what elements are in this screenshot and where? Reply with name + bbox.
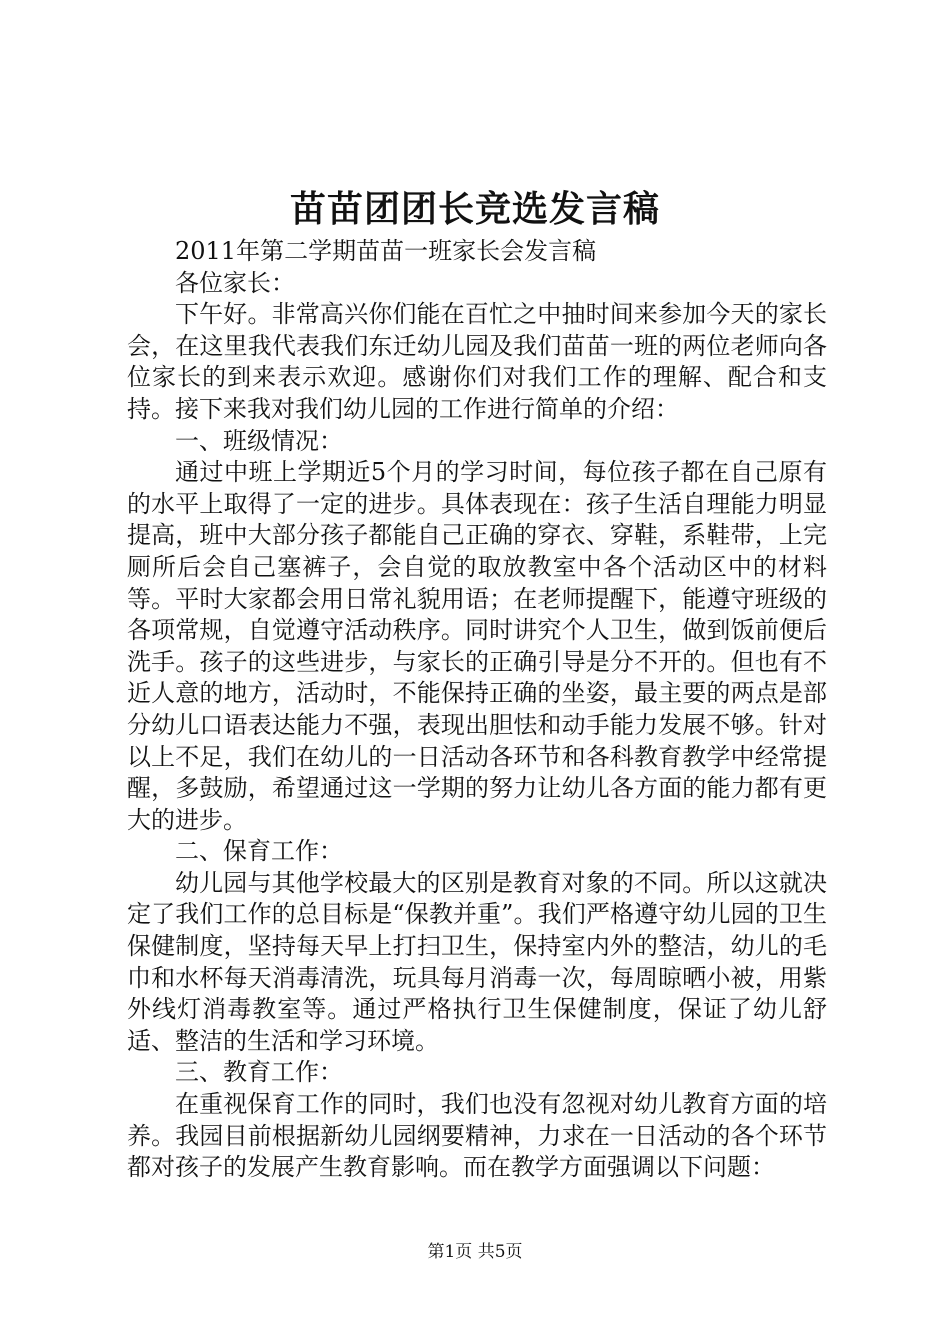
paragraph-salutation: 各位家长：	[175, 268, 295, 297]
document-title: 苗苗团团长竞选发言稿	[289, 188, 660, 230]
page-footer: 第1页 共5页	[427, 1242, 523, 1262]
document-body	[127, 236, 827, 1184]
section-heading-care-work: 二、保育工作：	[175, 837, 343, 866]
section-heading-class-situation: 一、班级情况：	[175, 426, 343, 455]
paragraph-subtitle: 2011年第二学期苗苗一班家长会发言稿	[175, 237, 597, 265]
paragraph-care-work: 幼儿园与其他学校最大的区别是教育对象的不同。所以这就决定了我们工作的总目标是“保教并重”。我们严格遵守幼儿园的卫生保健制度，坚持每天早上打扫卫生，保持室内外的整洁，幼儿的毛巾和水杯每天消毒清洗，玩具每月消毒一次，每周晾晒小被，用紫外线灯消毒教室等。通过严格执行卫生保健制度，保证了幼儿舒适、整洁的生活和学习环境。	[127, 868, 827, 1055]
paragraph-intro: 下午好。非常高兴你们能在百忙之中抽时间来参加今天的家长会，在这里我代表我们东迁幼儿园及我们苗苗一班的两位老师向各位家长的到来表示欢迎。感谢你们对我们工作的理解、配合和支持。接下来我对我们幼儿园的工作进行简单的介绍：	[127, 300, 827, 423]
section-heading-education-work: 三、教育工作：	[175, 1058, 343, 1087]
paragraph-class-situation: 通过中班上学期近5个月的学习时间，每位孩子都在自己原有的水平上取得了一定的进步。具体表现在：孩子生活自理能力明显提高，班中大部分孩子都能自己正确的穿衣、穿鞋，系鞋带，上完厕所后会自己塞裤子，会自觉的取放教室中各个活动区中的材料等。平时大家都会用日常礼貌用语；在老师提醒下，能遵守班级的各项常规，自觉遵守活动秩序。同时讲究个人卫生，做到饭前便后洗手。孩子的这些进步，与家长的正确引导是分不开的。但也有不近人意的地方，活动时，不能保持正确的坐姿，最主要的两点是部分幼儿口语表达能力不强，表现出胆怯和动手能力发展不够。针对以上不足，我们在幼儿的一日活动各环节和各科教育教学中经常提醒，多鼓励，希望通过这一学期的努力让幼儿各方面的能力都有更大的进步。	[127, 458, 827, 834]
paragraph-education-work: 在重视保育工作的同时，我们也没有忽视对幼儿教育方面的培养。我园目前根据新幼儿园纲要精神，力求在一日活动的各个环节都对孩子的发展产生教育影响。而在教学方面强调以下问题：	[127, 1090, 827, 1182]
